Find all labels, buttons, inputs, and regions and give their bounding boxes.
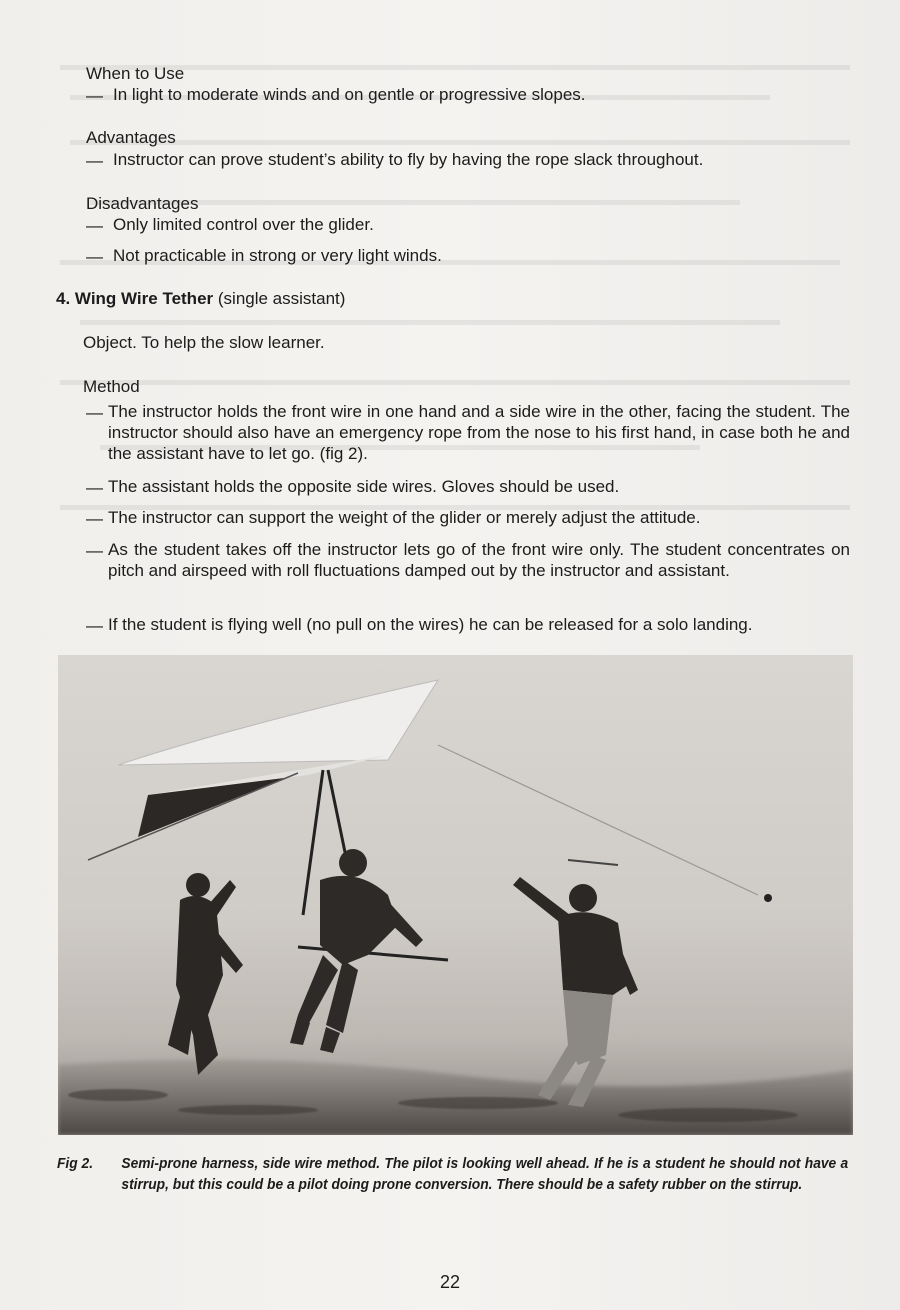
- when-to-use-item: In light to moderate winds and on gentle or progressive slopes.: [113, 85, 586, 104]
- method-item: If the student is flying well (no pull on the wires) he can be released for a solo landing.: [108, 615, 753, 634]
- method-item: The instructor can support the weight of the glider or merely adjust the attitude.: [108, 508, 701, 527]
- section-number: 4.: [56, 289, 71, 308]
- bullet-dash: —: [86, 216, 103, 235]
- disadvantages-item: Not practicable in strong or very light winds.: [113, 246, 442, 265]
- disadvantages-item: Only limited control over the glider.: [113, 215, 374, 234]
- bullet-dash: —: [86, 247, 103, 266]
- object-label: Object.: [83, 333, 137, 352]
- section-subtitle: (single assistant): [217, 289, 346, 308]
- figure-caption-text: Semi-prone harness, side wire method. The pilot is looking well ahead. If he is a student he should not have a stirrup, but this could be a pilot doing prone conversion. There should be a safety rubber on the stirrup.: [121, 1155, 849, 1193]
- bullet-dash: —: [86, 403, 103, 422]
- object-line: [83, 332, 325, 354]
- section-heading: [56, 288, 345, 310]
- advantages-item: Instructor can prove student’s ability to fly by having the rope slack throughout.: [113, 150, 704, 169]
- page-number: 22: [439, 1272, 461, 1292]
- bullet-dash: —: [86, 616, 103, 635]
- hang-glider-photo: [58, 655, 853, 1135]
- section-title: Wing Wire Tether: [74, 289, 214, 308]
- advantages-heading: Advantages: [86, 128, 176, 147]
- method-item: The instructor holds the front wire in one hand and a side wire in the other, facing the student. The instructor should also have an emergency rope from the nose to his first hand, in case both he and the assistant have to let go. (fig 2).: [108, 402, 850, 463]
- method-heading: Method: [83, 377, 140, 396]
- method-item: The assistant holds the opposite side wires. Gloves should be used.: [108, 477, 620, 496]
- disadvantages-heading: Disadvantages: [86, 194, 199, 213]
- bullet-dash: —: [86, 509, 103, 528]
- method-item: As the student takes off the instructor lets go of the front wire only. The student concentrates on pitch and airspeed with roll fluctuations damped out by the instructor and assistant.: [108, 540, 850, 580]
- bullet-dash: —: [86, 86, 103, 105]
- figure-label: Fig 2.: [57, 1155, 94, 1172]
- bullet-dash: —: [86, 541, 103, 560]
- bullet-dash: —: [86, 151, 103, 170]
- bullet-dash: —: [86, 478, 103, 497]
- object-text: To help the slow learner.: [141, 333, 325, 352]
- when-to-use-heading: When to Use: [86, 64, 185, 83]
